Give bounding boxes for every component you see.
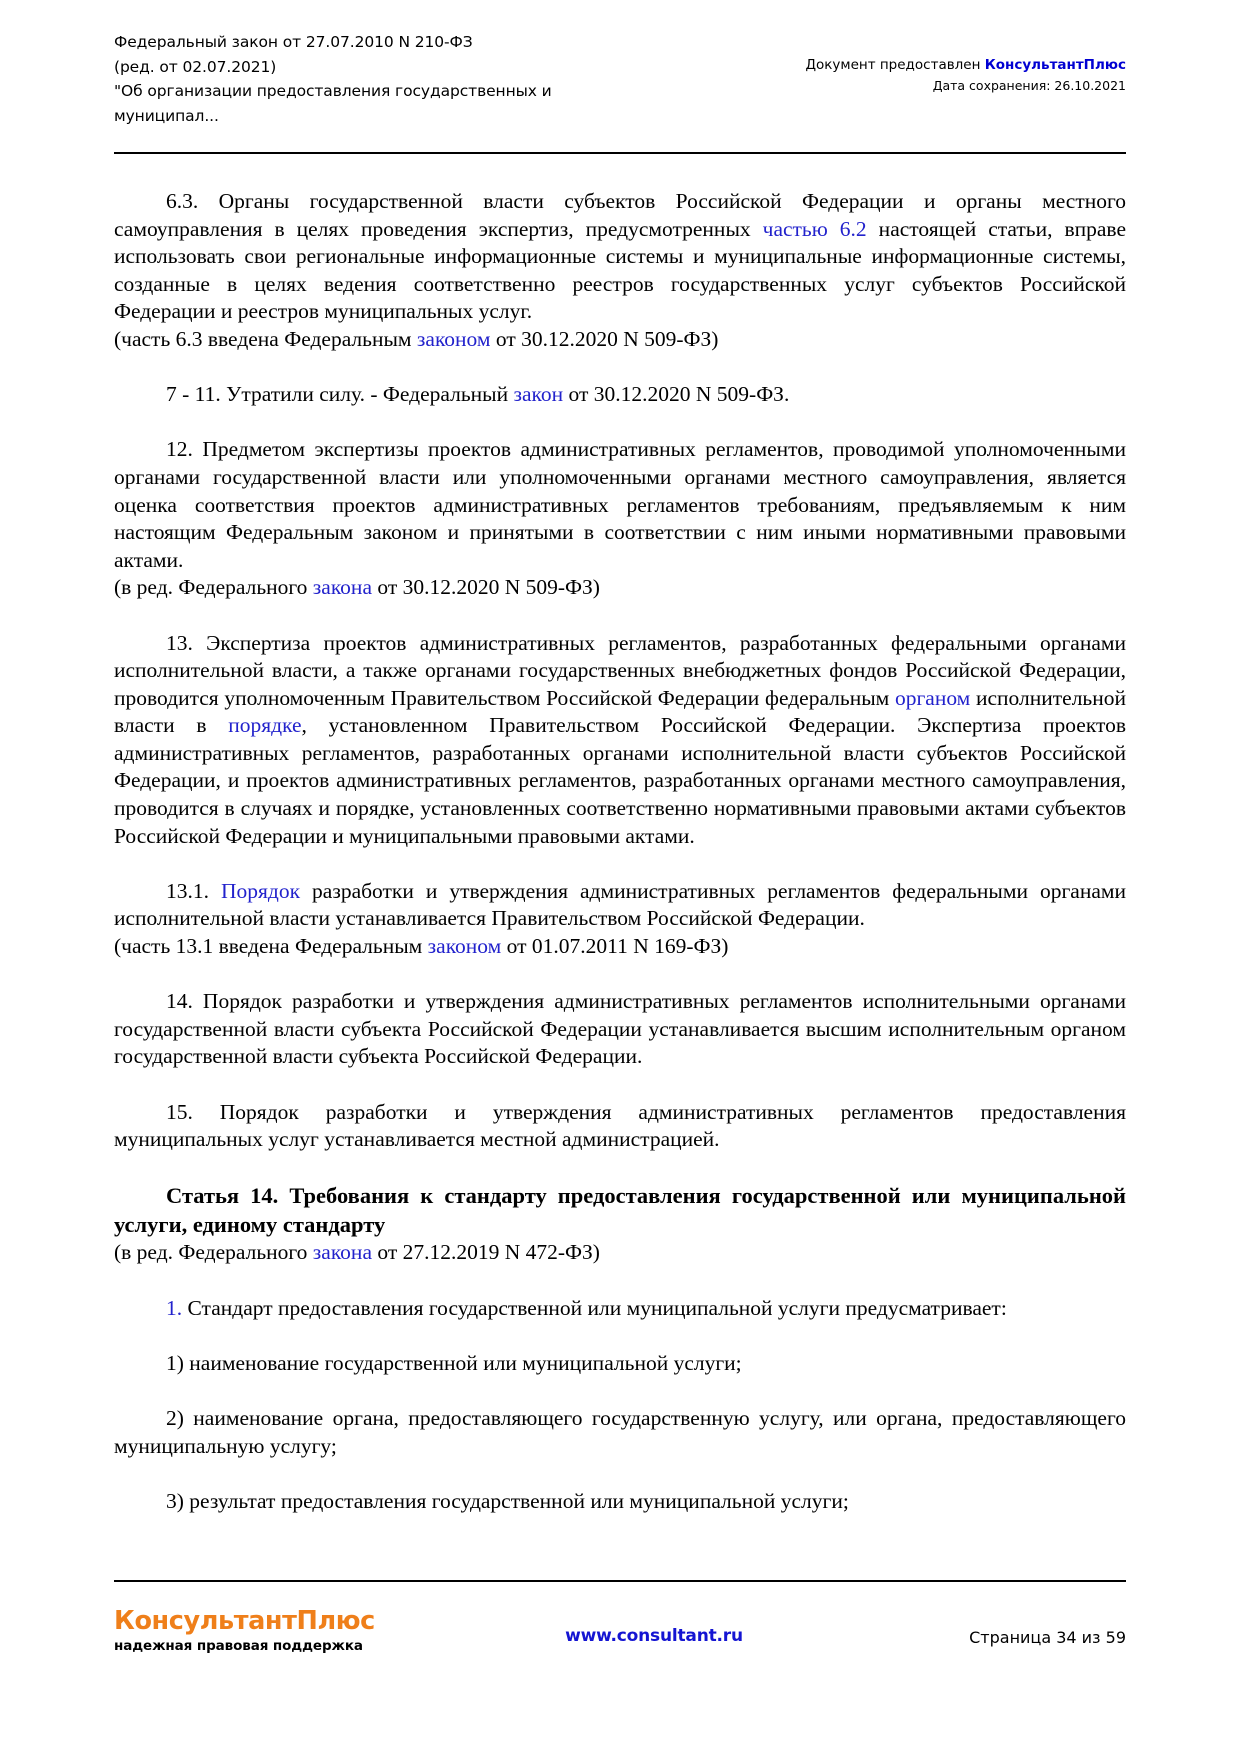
saved-date-label: Дата сохранения: 26.10.2021: [932, 78, 1126, 93]
article-14-note-b: от 27.12.2019 N 472-ФЗ): [372, 1240, 600, 1265]
link-organom[interactable]: органом: [894, 685, 971, 710]
paragraph-12: 12. Предметом экспертизы проектов административных регламентов, проводимой уполномоченными органами государственной власти или уполномоченными органами местного самоуправления, является оценка соответствия проектов административных регламентов требованиям, предъявляемым к ним настоящим Федеральным законом и принятыми в соответствии с ним иными нормативными правовыми актами.: [114, 437, 1126, 572]
document-title-block: [114, 30, 552, 128]
spacer: [114, 850, 1126, 878]
paragraph-6-3-text-a: 6.3. Органы государственной власти субъектов Российской Федерации и органы местного самоуправления в целях проведения экспертиз, предусмотренных: [114, 189, 1126, 241]
article-14-note: [114, 1239, 1126, 1267]
document-title-line-3: "Об организации предоставления государственных и: [114, 82, 552, 100]
paragraph-6-3-note-b: от 30.12.2020 N 509-ФЗ): [490, 326, 719, 351]
logo-main-text: КонсультантПлюс: [114, 1606, 375, 1636]
paragraph-13-1-note-b: от 01.07.2011 N 169-ФЗ): [501, 934, 729, 959]
link-zakon-509fz[interactable]: закон: [513, 382, 564, 407]
paragraph-15: 15. Порядок разработки и утверждения административных регламентов предоставления муниципальных услуг устанавливается местной администрацией.: [114, 1099, 1126, 1152]
paragraph-7-11-text-a: 7 - 11. Утратили силу. - Федеральный: [166, 382, 514, 407]
link-poryadok[interactable]: Порядок: [220, 878, 301, 903]
paragraph-13-1-text: разработки и утверждения административных регламентов федеральными органами исполнительной власти устанавливается Правительством Российской Федерации.: [114, 878, 1126, 931]
paragraph-6-3-note: [114, 326, 1126, 354]
header-divider: [114, 152, 1126, 154]
document-title-line-1: Федеральный закон от 27.07.2010 N 210-ФЗ: [114, 33, 473, 51]
spacer: [114, 1377, 1126, 1405]
article-14-paragraph-1-number: 1.: [166, 1295, 188, 1320]
page-footer: [114, 1606, 1126, 1656]
spacer: [114, 1154, 1126, 1182]
article-14-paragraph-1-text: Стандарт предоставления государственной или муниципальной услуги предусматривает:: [187, 1295, 1007, 1320]
paragraph-13-1: [114, 878, 1126, 933]
page-header: [114, 30, 1126, 128]
spacer: [114, 1460, 1126, 1488]
spacer: [114, 354, 1126, 382]
link-zakonom-509fz[interactable]: законом: [416, 326, 491, 351]
document-title-line-2: (ред. от 02.07.2021): [114, 57, 277, 76]
page-number-label: Страница 34 из 59: [969, 1628, 1126, 1647]
paragraph-13-1-note-a: (часть 13.1 введена Федеральным: [114, 934, 428, 959]
paragraph-13-text-a: 13. Экспертиза проектов административных регламентов, разработанных федеральными органами исполнительной власти, а также органами государственных внебюджетных фондов Российской Федерации, проводится уполномоченным Правительством Российской Федерации федеральным: [114, 630, 1126, 710]
spacer: [114, 409, 1126, 437]
spacer: [114, 1071, 1126, 1099]
spacer: [114, 602, 1126, 630]
article-14-heading: Статья 14. Требования к стандарту предоставления государственной или муниципальной услуги, единому стандарту: [114, 1183, 1126, 1238]
paragraph-13: [114, 630, 1126, 851]
paragraph-13-text-c: , установленном Правительством Российской Федерации. Экспертиза проектов административных регламентов, разработанных органами исполнительной власти субъектов Российской Федерации, и проектов административных регламентов, разработанных органами местного самоуправления, проводится в случаях и порядке, установленных соответственно нормативными правовыми актами субъектов Российской Федерации и муниципальными правовыми актами.: [114, 713, 1126, 848]
paragraph-12-note-b: от 30.12.2020 N 509-ФЗ): [372, 575, 600, 600]
paragraph-7-11-text-b: от 30.12.2020 N 509-ФЗ.: [563, 382, 790, 407]
article-14-item-3: 3) результат предоставления государственной или муниципальной услуги;: [166, 1488, 849, 1513]
article-14-item-2: 2) наименование органа, предоставляющего государственную услугу, или органа, предоставляющего муниципальную услугу;: [114, 1405, 1126, 1458]
article-14-note-a: (в ред. Федерального: [114, 1240, 313, 1265]
consultant-plus-logo: [114, 1606, 444, 1656]
document-body: [114, 188, 1126, 1515]
header-provider-block: [805, 30, 1126, 95]
link-chast-6-2[interactable]: частью 6.2: [762, 216, 867, 241]
article-14-item-1: 1) наименование государственной или муниципальной услуги;: [166, 1350, 742, 1375]
footer-website-link[interactable]: www.consultant.ru: [565, 1626, 743, 1646]
link-zakona-472fz[interactable]: закона: [312, 1240, 372, 1265]
provided-by-line: [805, 56, 1126, 74]
paragraph-13-text-b: исполнительной власти в: [114, 685, 1126, 738]
paragraph-12-note: [114, 574, 1126, 602]
document-title-line-4: муниципал...: [114, 106, 219, 125]
spacer: [114, 1322, 1126, 1350]
paragraph-13-1-note: [114, 933, 1126, 961]
footer-divider: [114, 1580, 1126, 1582]
provided-by-label: Документ предоставлен: [805, 57, 985, 73]
paragraph-6-3-text-b: настоящей статьи, вправе использовать свои региональные информационные системы и муниципальные информационные системы, созданные в целях ведения соответственно реестров государственных услуг субъектов Российской Федерации и реестров муниципальных услуг.: [114, 216, 1126, 324]
link-zakona-509fz[interactable]: закона: [312, 575, 372, 600]
logo-tagline: надежная правовая поддержка: [114, 1638, 363, 1654]
paragraph-12-note-a: (в ред. Федерального: [114, 575, 313, 600]
consultant-plus-brand: КонсультантПлюс: [984, 57, 1126, 73]
link-poryadke[interactable]: порядке: [228, 713, 302, 738]
paragraph-6-3-note-a: (часть 6.3 введена Федеральным: [114, 326, 417, 351]
spacer: [114, 1267, 1126, 1295]
article-14-paragraph-1: [114, 1295, 1126, 1323]
spacer: [114, 961, 1126, 989]
paragraph-14: 14. Порядок разработки и утверждения административных регламентов исполнительными органами государственной власти субъекта Российской Федерации устанавливается высшим исполнительным органом государственной власти субъекта Российской Федерации.: [114, 989, 1126, 1069]
link-zakonom-169fz[interactable]: законом: [427, 934, 502, 959]
paragraph-6-3: [114, 188, 1126, 326]
paragraph-13-1-number: 13.1.: [166, 878, 221, 903]
paragraph-7-11: [114, 381, 1126, 409]
